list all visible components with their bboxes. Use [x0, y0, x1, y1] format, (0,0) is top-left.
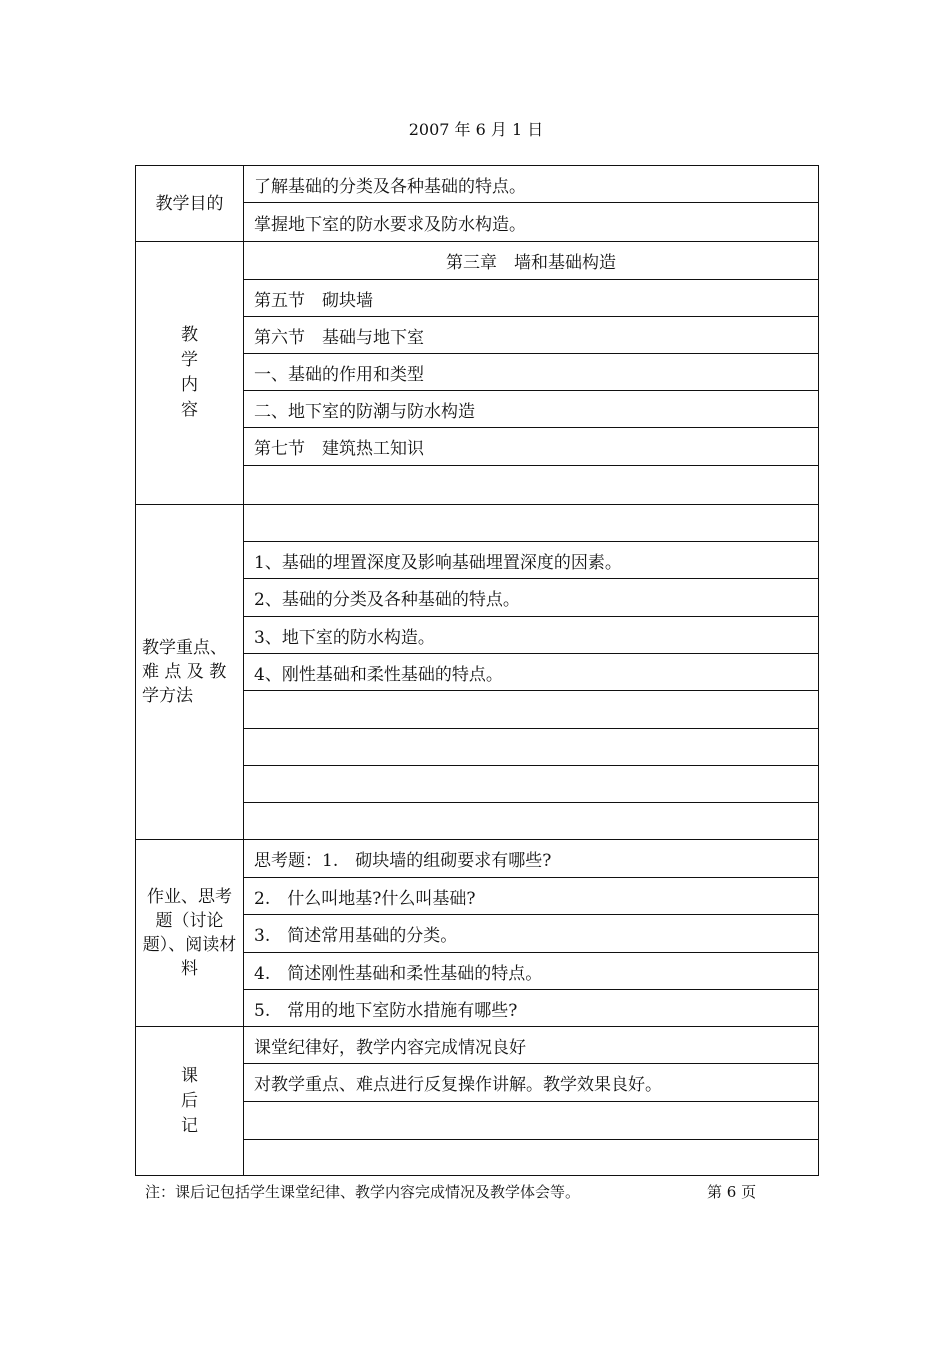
focus-row	[244, 729, 819, 766]
focus-row: 4、刚性基础和柔性基础的特点。	[244, 654, 819, 691]
content-row	[244, 466, 819, 505]
table-row	[136, 1027, 819, 1064]
table-row	[136, 840, 819, 878]
notes-row	[244, 1140, 819, 1176]
homework-row: 4. 简述刚性基础和柔性基础的特点。	[244, 953, 819, 990]
content-label-char: 内	[181, 375, 198, 395]
content-row: 第六节 基础与地下室	[244, 317, 819, 354]
focus-row	[244, 803, 819, 840]
notes-row: 对教学重点、难点进行反复操作讲解。教学效果良好。	[244, 1064, 819, 1102]
focus-row: 1、基础的埋置深度及影响基础埋置深度的因素。	[244, 542, 819, 579]
content-label-char: 学	[181, 350, 198, 370]
content-label-char: 容	[181, 400, 198, 420]
content-label	[136, 242, 244, 505]
homework-row: 2. 什么叫地基?什么叫基础?	[244, 878, 819, 915]
notes-label-char: 记	[181, 1115, 198, 1136]
content-row: 一、基础的作用和类型	[244, 354, 819, 391]
date-header: 2007 年 6 月 1 日	[408, 120, 544, 139]
footer-note: 注：课后记包括学生课堂纪律、教学内容完成情况及教学体会等。	[145, 1183, 581, 1201]
homework-row: 5. 常用的地下室防水措施有哪些?	[244, 990, 819, 1027]
focus-row: 2、基础的分类及各种基础的特点。	[244, 579, 819, 617]
focus-row: 3、地下室的防水构造。	[244, 617, 819, 654]
homework-label: 作业、思考题（讨论题）、阅读材料	[136, 840, 244, 1027]
table-row	[136, 166, 819, 203]
notes-row: 课堂纪律好，教学内容完成情况良好	[244, 1027, 819, 1064]
table-row	[136, 505, 819, 542]
table-row	[136, 242, 819, 280]
lesson-plan-table	[135, 165, 819, 1176]
goals-label: 教学目的	[136, 166, 244, 242]
content-row: 二、地下室的防潮与防水构造	[244, 391, 819, 428]
page-number: 第 6 页	[707, 1183, 757, 1201]
notes-row	[244, 1102, 819, 1140]
focus-row	[244, 766, 819, 803]
homework-row: 思考题：1. 砌块墙的组砌要求有哪些?	[244, 840, 819, 878]
notes-label	[136, 1027, 244, 1176]
homework-row: 3. 简述常用基础的分类。	[244, 915, 819, 953]
content-row: 第五节 砌块墙	[244, 280, 819, 317]
notes-label-char: 课	[181, 1065, 198, 1086]
content-label-char: 教	[181, 325, 198, 345]
focus-row	[244, 691, 819, 729]
content-row: 第七节 建筑热工知识	[244, 428, 819, 466]
goal-row: 掌握地下室的防水要求及防水构造。	[244, 203, 819, 242]
focus-label: 教学重点、难 点 及 教学方法	[136, 505, 244, 840]
focus-row	[244, 505, 819, 542]
goal-row: 了解基础的分类及各种基础的特点。	[244, 166, 819, 203]
notes-label-char: 后	[181, 1090, 198, 1111]
chapter-title: 第三章 墙和基础构造	[244, 242, 819, 280]
